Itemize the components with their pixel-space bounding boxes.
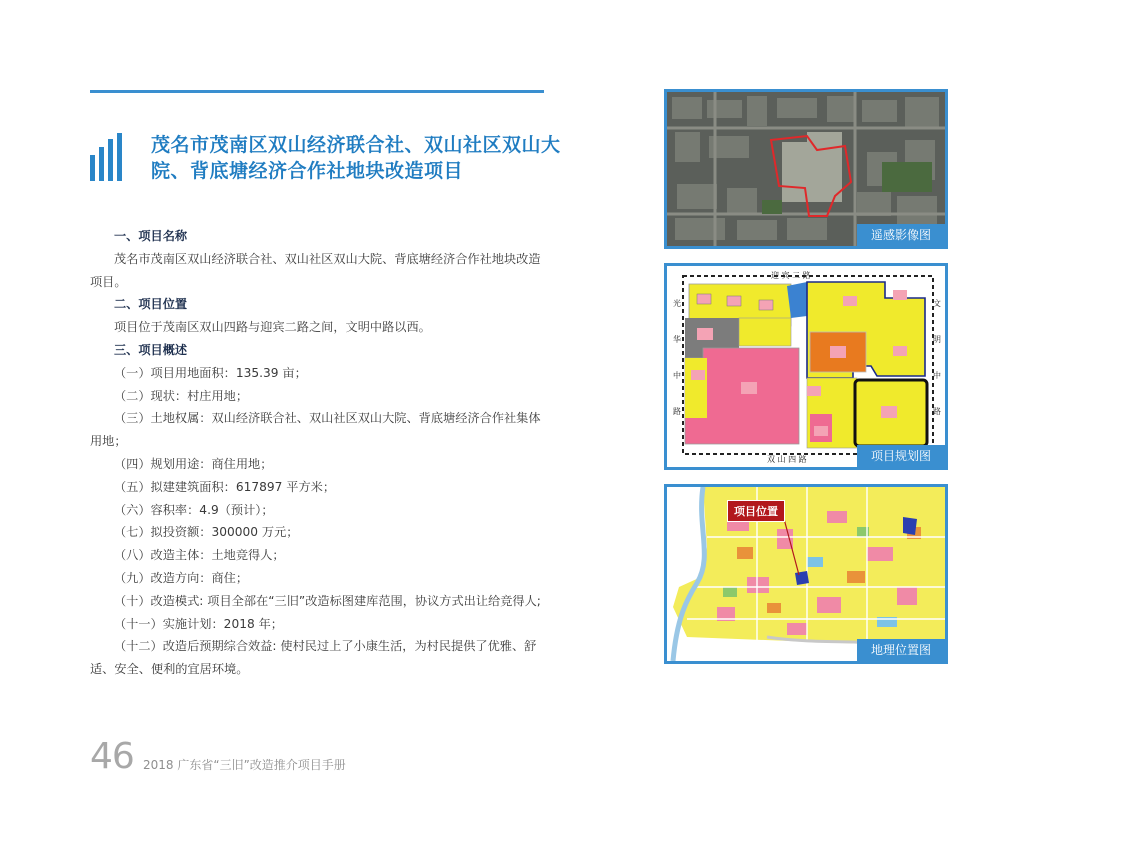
page-title: 茂名市茂南区双山经济联合社、双山社区双山大院、背底塘经济合作社地块改造项目	[151, 134, 561, 182]
section-heading: 二、项目位置	[114, 297, 188, 312]
map-label-east-2: 明	[933, 335, 941, 344]
list-item: （十）改造模式: 项目全部在“三旧”改造标图建库范围，协议方式出让给竞得人;	[114, 593, 541, 608]
section-text: 茂名市茂南区双山经济联合社、双山社区双山大院、背底塘经济合作社地块改造项目。	[90, 251, 541, 289]
list-item: （五）拟建建筑面积：617897 平方米；	[114, 479, 336, 494]
planning-map	[667, 266, 945, 467]
section-text: 项目位于茂南区双山四路与迎宾二路之间，文明中路以西。	[114, 320, 431, 335]
location-map	[667, 487, 945, 661]
project-description	[90, 225, 552, 681]
map-label-south: 双 山 四 路	[767, 455, 807, 464]
map-label-west-3: 中	[673, 371, 681, 380]
map-label-west-2: 华	[673, 335, 681, 344]
list-item: （六）容积率：4.9（预计）；	[114, 502, 274, 517]
figure-caption: 地理位置图	[857, 639, 945, 661]
list-item: （四）规划用途：商住用地；	[114, 456, 273, 471]
page-number: 46	[90, 736, 134, 777]
remote-sensing-figure	[664, 89, 948, 249]
figure-caption: 遥感影像图	[857, 224, 945, 246]
section-heading: 三、项目概述	[114, 342, 188, 357]
map-label-east: 文	[933, 299, 941, 308]
list-item: （九）改造方向：商住；	[114, 570, 249, 585]
map-label-west-4: 路	[673, 407, 681, 416]
satellite-image	[667, 92, 945, 246]
footer-text: 2018 广东省“三旧”改造推介项目手册	[143, 758, 346, 772]
location-map-figure	[664, 484, 948, 664]
list-item: （十一）实施计划：2018 年；	[114, 616, 283, 631]
bars-icon	[90, 133, 124, 181]
list-item: （二）现状：村庄用地；	[114, 388, 249, 403]
list-item: （三）土地权属：双山经济联合社、双山社区双山大院、背底塘经济合作社集体用地；	[90, 411, 541, 449]
figure-caption: 项目规划图	[857, 445, 945, 467]
map-label-west: 光	[673, 299, 681, 308]
section-heading: 一、项目名称	[114, 229, 188, 243]
map-label-east-3: 中	[933, 371, 941, 380]
list-item: （八）改造主体：土地竞得人；	[114, 548, 285, 563]
planning-map-figure	[664, 263, 948, 470]
project-location-marker: 项目位置	[727, 500, 785, 522]
map-label-east-4: 路	[933, 407, 941, 416]
map-label-north: 迎 宾 二 路	[771, 271, 811, 280]
list-item: （十二）改造后预期综合效益: 使村民过上了小康生活，为村民提供了优雅、舒适、安全、便利的宜居环境。	[90, 639, 537, 677]
list-item: （七）拟投资额：300000 万元；	[114, 525, 299, 540]
top-rule	[90, 90, 544, 93]
list-item: （一）项目用地面积：135.39 亩；	[114, 365, 307, 380]
